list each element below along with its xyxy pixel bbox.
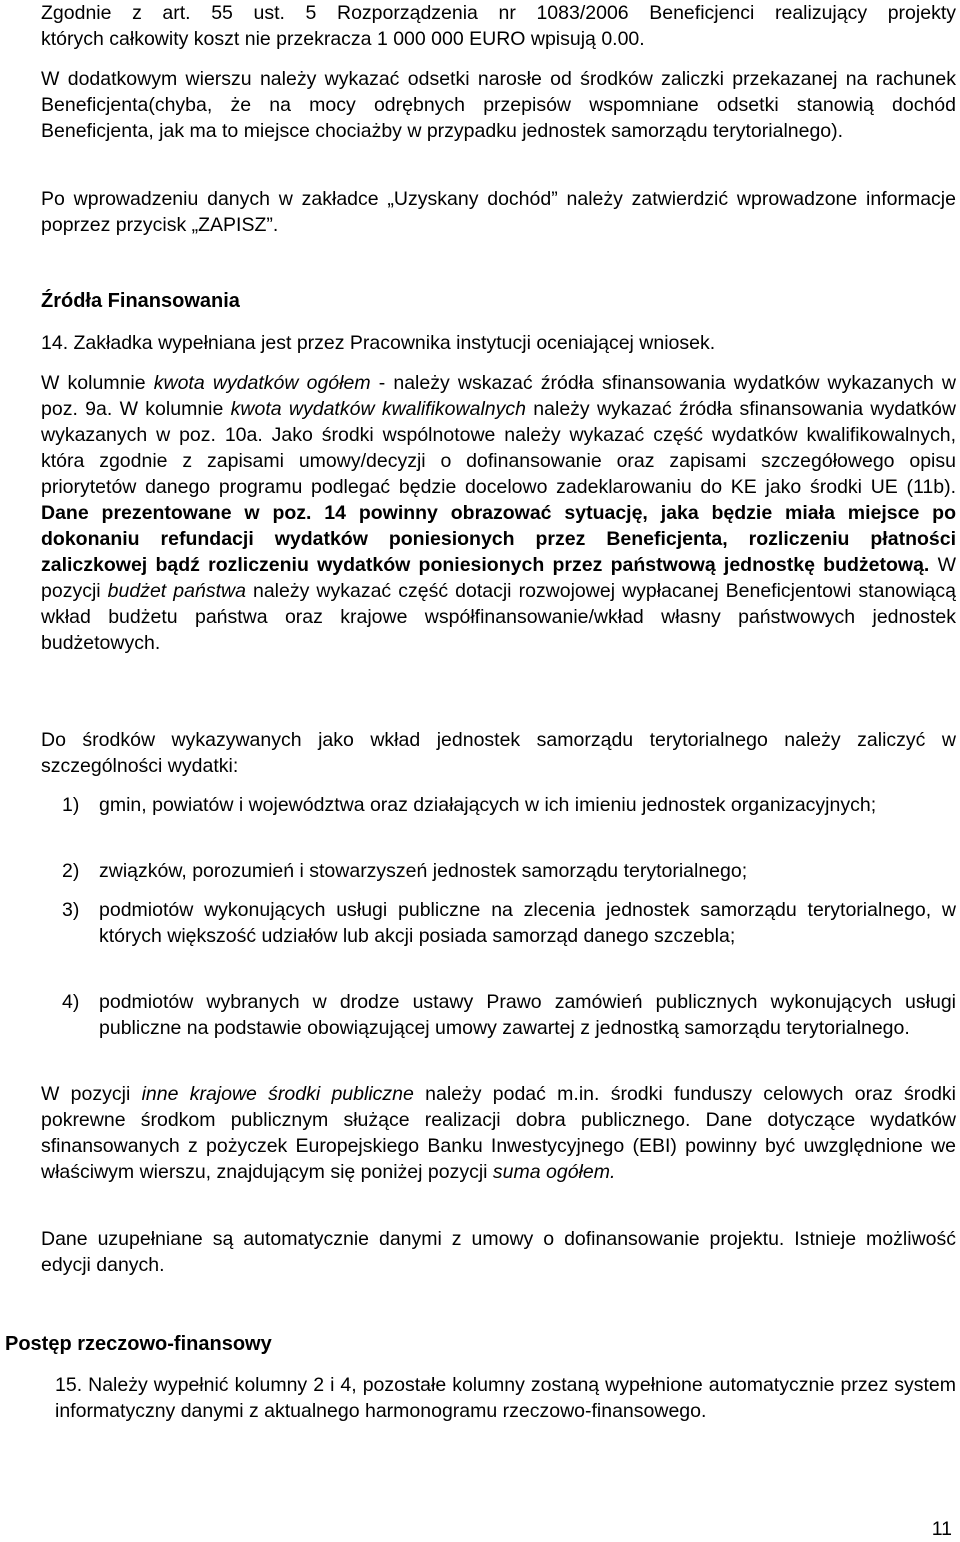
odsetki-paragraph: W dodatkowym wierszu należy wykazać odsetki narosłe od środków zaliczki przekazanej na rachunek Beneficjenta(chyba, że na mocy odrębnych przepisów wspomniane odsetki stanowią dochód Beneficjenta, jak ma to miejsce chociażby w przypadku jednostek samorządu terytorialnego).: [41, 68, 956, 142]
page-number: 11: [931, 1518, 952, 1540]
p3-b-em: suma ogółem.: [492, 1161, 616, 1183]
list-item: [62, 897, 956, 949]
list-number: 1): [62, 794, 80, 816]
dane-uzupelniane-paragraph: Dane uzupełniane są automatycznie danymi z umowy o dofinansowanie projektu. Istnieje możliwość edycji danych.: [41, 1228, 956, 1276]
p3-a-em: inne krajowe środki publiczne: [141, 1083, 414, 1105]
list-text: podmiotów wykonujących usługi publiczne na zlecenia jednostek samorządu terytorialnego, w których większość udziałów lub akcji posiada samorząd danego szczebla;: [99, 899, 956, 947]
heading-zrodla-finansowania: Źródła Finansowania: [41, 290, 240, 312]
list-text: związków, porozumień i stowarzyszeń jednostek samorządu terytorialnego;: [99, 860, 748, 882]
p1-e: należy wykazać część dotacji rozwojowej wypłacanej Beneficjentowi stanowiącą wkład budżetu państwa oraz krajowe współfinansowanie/wkład własny państwowych jednostek budżetowych.: [41, 580, 956, 654]
p1-c: należy wykazać źródła sfinansowania wydatków wykazanych w poz. 10a. Jako środki wspólnotowe należy wykazać część wydatków kwalifikowalnych, która zgodnie z zapisami umowy/decyzji o dofinansowanie oraz zapisami szczegółowego opisu priorytetów danego programu podlegać będzie docelowo zadeklarowaniu do KE jako środki UE (11b).: [41, 398, 956, 498]
p1-a-em: kwota wydatków ogółem: [153, 372, 371, 394]
inne-krajowe-paragraph: [41, 1081, 956, 1185]
list-item: [62, 792, 956, 818]
zapisz-paragraph: Po wprowadzeniu danych w zakładce „Uzyskany dochód” należy zatwierdzić wprowadzone informacje poprzez przycisk „ZAPISZ”.: [41, 188, 956, 236]
p3-b: należy podać m.in. środki funduszy celowych oraz środki pokrewne środkom publicznym służące realizacji dobra publicznego. Dane dotyczące wydatków sfinansowanych z pożyczek Europejskiego Banku Inwestycyjnego (EBI) powinny być uwzględnione we właściwym wierszu, znajdującym się poniżej pozycji: [41, 1083, 957, 1183]
zrodla-main-paragraph: [41, 370, 956, 656]
p1-bold: Dane prezentowane w poz. 14 powinny obrazować sytuację, jaka będzie miała miejsce po dokonaniu refundacji wydatków poniesionych przez Beneficjenta, rozliczeniu płatności zaliczkowej bądź rozliczeniu wydatków poniesionych przez państwową jednostkę budżetową.: [41, 502, 956, 576]
p3-a: W pozycji: [41, 1083, 142, 1105]
intro-line-1: Zgodnie z art. 55 ust. 5 Rozporządzenia nr 1083/2006 Beneficjenci realizujący projekty: [41, 2, 956, 24]
intro-line-2: których całkowity koszt nie przekracza 1 000 000 EURO wpisują 0.00.: [41, 28, 645, 50]
item-15: 15. Należy wypełnić kolumny 2 i 4, pozostałe kolumny zostaną wypełnione automatycznie przez system informatyczny danymi z aktualnego harmonogramu rzeczowo-finansowego.: [55, 1374, 956, 1422]
p1-d-em: budżet państwa: [107, 580, 246, 602]
wklad-jst-paragraph: Do środków wykazywanych jako wkład jednostek samorządu terytorialnego należy zaliczyć w szczególności wydatki:: [41, 729, 956, 777]
heading-postep-rzeczowo-finansowy: Postęp rzeczowo-finansowy: [5, 1333, 272, 1355]
item-14: 14. Zakładka wypełniana jest przez Pracownika instytucji oceniającej wniosek.: [41, 332, 716, 354]
list-text: podmiotów wybranych w drodze ustawy Prawo zamówień publicznych wykonujących usługi publiczne na podstawie obowiązującej umowy zawartej z jednostką samorządu terytorialnego.: [99, 991, 956, 1039]
list-number: 2): [62, 860, 80, 882]
list-item: [62, 989, 956, 1041]
list-text: gmin, powiatów i województwa oraz działających w ich imieniu jednostek organizacyjnych;: [99, 794, 877, 816]
list-number: 4): [62, 991, 80, 1013]
list-number: 3): [62, 899, 80, 921]
p1-a: W kolumnie: [41, 372, 154, 394]
p1-b: - należy wskazać źródła sfinansowania wydatków wykazanych w poz. 9a. W kolumnie: [41, 372, 956, 420]
p1-b-em: kwota wydatków kwalifikowalnych: [230, 398, 526, 420]
p1-d: W pozycji: [41, 554, 956, 602]
intro-paragraph: [41, 0, 956, 52]
list-item: [62, 858, 956, 884]
